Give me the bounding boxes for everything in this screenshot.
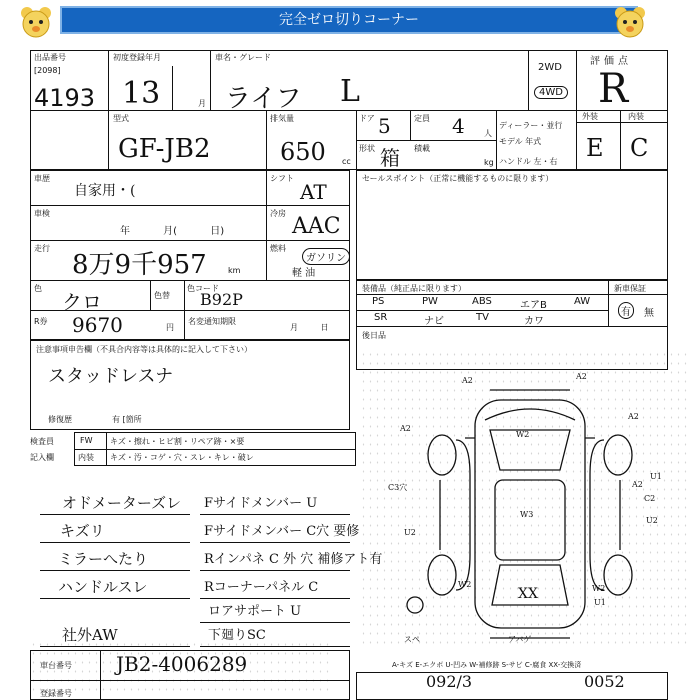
mark-xx: XX bbox=[518, 586, 538, 602]
reg-no-label: 登録番号 bbox=[40, 689, 72, 698]
score-label: 評価点 bbox=[590, 56, 632, 67]
notes-label: 注意事項申告欄（不具合内容等は具体的に記入して下さい） bbox=[36, 345, 252, 354]
notes-value: スタッドレスナ bbox=[48, 366, 174, 387]
sales-point-frame bbox=[356, 170, 668, 280]
remark-3: ミラーへたり bbox=[58, 550, 149, 568]
color-label: 色 bbox=[34, 284, 42, 293]
ext-grade: E bbox=[586, 134, 604, 162]
km-unit: km bbox=[228, 266, 241, 275]
drive-4wd: 4WD bbox=[534, 86, 568, 99]
capacity-label: 定員 bbox=[414, 114, 430, 123]
mark-a2-front-right: A2 bbox=[576, 372, 587, 381]
equip-airbag: エアB bbox=[520, 300, 547, 311]
shape: 箱 bbox=[380, 146, 400, 170]
cooler-label: 冷房 bbox=[270, 209, 286, 218]
name-change-label: 名変通知期限 bbox=[188, 317, 236, 326]
new-label: 新車保証 bbox=[614, 284, 646, 293]
kg-unit: kg bbox=[484, 158, 494, 167]
inspector-label: 検査員 bbox=[30, 437, 54, 446]
mark-a2-right-door: A2 bbox=[632, 480, 643, 489]
model: GF-JB2 bbox=[118, 134, 211, 164]
reg-year-label: 初度登録年月 bbox=[113, 53, 161, 62]
equip-tv: TV bbox=[476, 312, 489, 323]
damage-legend: A-キズ E-エクボ U-凹み W-補修跡 S-サビ C-腐食 XX-交換済 bbox=[392, 661, 582, 669]
bear-mascot-left-icon bbox=[18, 4, 54, 40]
equip-pw: PW bbox=[422, 296, 438, 307]
lot-number: 4193 bbox=[34, 84, 96, 112]
mark-w3: W3 bbox=[520, 510, 534, 519]
equip-sr: SR bbox=[374, 312, 388, 323]
sales-label: セールスポイント（正常に機能するものに限ります） bbox=[362, 174, 554, 183]
mark-w2-roof: W2 bbox=[516, 430, 530, 439]
recycle-label: R券 bbox=[34, 317, 48, 326]
detail-5: ロアサポート U bbox=[208, 604, 302, 619]
equip-navi: ナビ bbox=[424, 316, 444, 327]
mileage: 8万9千957 bbox=[72, 250, 207, 280]
mark-w2-rear-right: W2 bbox=[592, 584, 606, 593]
displacement: 650 bbox=[280, 138, 326, 166]
mark-c2: C2 bbox=[644, 494, 656, 503]
equip-aw: AW bbox=[574, 296, 591, 307]
drive-2wd: 2WD bbox=[538, 62, 562, 73]
lot-sub: [2098] bbox=[34, 66, 61, 75]
mark-a2-front-left: A2 bbox=[462, 376, 473, 385]
mark-bumper: アバゲ bbox=[508, 635, 532, 644]
recycle: 9670 bbox=[72, 313, 123, 337]
mark-u2-left: U2 bbox=[404, 528, 416, 537]
title-banner bbox=[60, 6, 638, 34]
detail-2: Fサイドメンバー C穴 要修 bbox=[204, 524, 360, 539]
inspect-value: 年 月( 日) bbox=[120, 226, 225, 237]
equip-ps: PS bbox=[372, 296, 385, 307]
equipment-label: 装備品（純正品に限ります） bbox=[362, 284, 466, 293]
remark-2: キズリ bbox=[60, 522, 105, 540]
remark-4: ハンドルスレ bbox=[58, 578, 148, 596]
mileage-label: 走行 bbox=[34, 244, 50, 253]
color-code: B92P bbox=[200, 290, 243, 309]
name-change-value: 月 日 bbox=[290, 323, 329, 332]
mark-u1-right: U1 bbox=[650, 472, 662, 481]
dealer-label: ディーラー・並行 bbox=[499, 121, 563, 130]
name-label: 車名・グレード bbox=[215, 53, 271, 62]
after-label: 後日品 bbox=[362, 331, 386, 340]
bear-mascot-right-icon bbox=[612, 4, 648, 40]
int-grade: C bbox=[630, 134, 649, 162]
inspect-label: 車検 bbox=[34, 209, 50, 218]
entry-label: 記入欄 bbox=[30, 453, 54, 462]
mark-w2-rear-left: W2 bbox=[458, 580, 472, 589]
remark-1: オドメーターズレ bbox=[62, 494, 182, 512]
equip-leather: カワ bbox=[524, 316, 544, 327]
grade: L bbox=[340, 74, 360, 109]
chassis-number: JB2-4006289 bbox=[116, 652, 248, 676]
mark-row1: キズ・擦れ・ヒビ割・リペア跡・×要 bbox=[110, 437, 245, 446]
model-label: 型式 bbox=[113, 114, 129, 123]
handle-label: ハンドル 左・右 bbox=[499, 157, 558, 166]
displacement-label: 排気量 bbox=[270, 114, 294, 123]
mark-c3: C3穴 bbox=[388, 483, 408, 492]
fuel: ガソリン bbox=[302, 248, 350, 265]
capacity-unit: 人 bbox=[484, 129, 492, 138]
color-no-label: 色替 bbox=[154, 291, 170, 300]
reg-month-unit: 月 bbox=[198, 99, 206, 108]
detail-4: Rコーナーパネル C bbox=[204, 580, 319, 595]
int-label: 内装 bbox=[628, 112, 644, 121]
capacity: 4 bbox=[452, 114, 465, 138]
ext-label: 外装 bbox=[582, 112, 598, 121]
warranty-no: 無 bbox=[644, 308, 654, 319]
doors: 5 bbox=[378, 114, 391, 138]
detail-6: 下廻りSC bbox=[208, 628, 266, 643]
bottom-value-1: 092/3 bbox=[426, 672, 473, 691]
load-label: 積載 bbox=[414, 144, 430, 153]
remark-5: 社外AW bbox=[62, 626, 118, 644]
mark-row2: キズ・汚・コゲ・穴・スレ・キレ・破レ bbox=[110, 453, 254, 462]
lot-label: 出品番号 bbox=[34, 53, 66, 62]
fw-label: FW bbox=[80, 436, 93, 445]
mark-a2-left: A2 bbox=[400, 424, 411, 433]
color-code-label: 色コード bbox=[187, 284, 219, 293]
cc-unit: cc bbox=[342, 157, 351, 166]
mark-u2-right: U2 bbox=[646, 516, 658, 525]
banner-title: 完全ゼロ切りコーナー bbox=[279, 12, 419, 28]
shift: AT bbox=[300, 180, 327, 204]
warranty-yes: 有 bbox=[618, 302, 634, 319]
repair-label: 修復歴 bbox=[48, 415, 72, 424]
shape-label: 形状 bbox=[359, 144, 375, 153]
doors-label: ドア bbox=[359, 114, 375, 123]
mark-a2-right: A2 bbox=[628, 412, 639, 421]
shift-label: シフト bbox=[270, 174, 294, 183]
use-value: 自家用・( bbox=[74, 183, 136, 199]
cooler: AAC bbox=[292, 214, 341, 239]
chassis-label: 車台番号 bbox=[40, 661, 72, 670]
equip-abs: ABS bbox=[472, 296, 492, 307]
mark-spare: スペ bbox=[404, 635, 420, 644]
repair-value: 有 [箇所 bbox=[112, 415, 142, 424]
mark-u1-rear: U1 bbox=[594, 598, 606, 607]
fuel-alt: 軽 油 bbox=[292, 268, 316, 279]
detail-1: Fサイドメンバー U bbox=[204, 496, 318, 511]
car-name: ライフ bbox=[225, 84, 302, 114]
color: クロ bbox=[62, 290, 102, 314]
use-label: 車歴 bbox=[34, 174, 50, 183]
score: R bbox=[598, 66, 629, 112]
fuel-label: 燃料 bbox=[270, 244, 286, 253]
bottom-value-2: 0052 bbox=[584, 672, 625, 691]
reg-year: 13 bbox=[122, 76, 161, 111]
model-year-label: モデル 年式 bbox=[499, 137, 542, 146]
yen-unit: 円 bbox=[166, 323, 174, 332]
detail-3: Rインパネ C 外 穴 補修アト有 bbox=[204, 552, 383, 567]
interior-label: 内装 bbox=[78, 453, 94, 462]
